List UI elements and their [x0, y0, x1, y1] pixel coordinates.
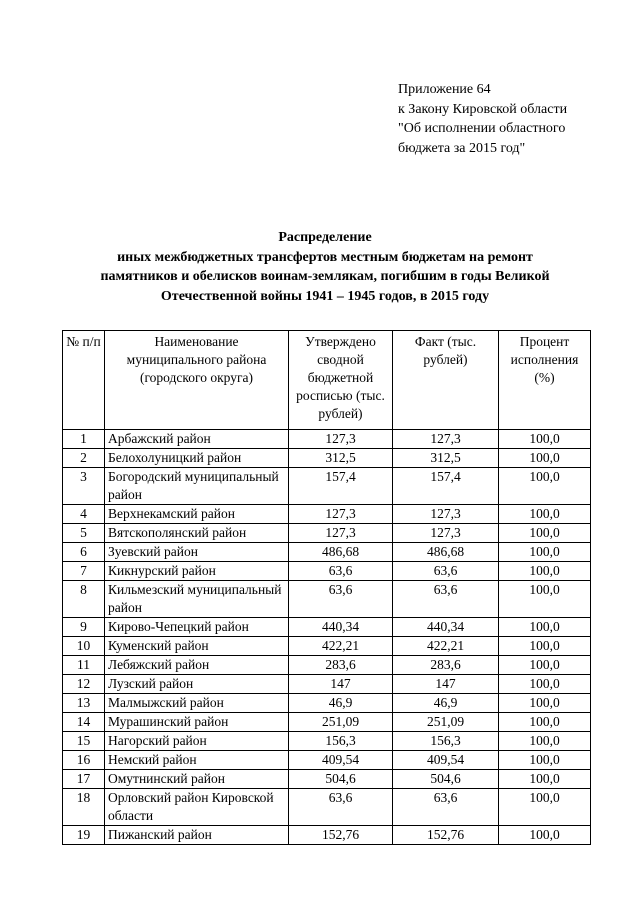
table-row: [63, 449, 591, 468]
table-row: [63, 789, 591, 826]
table-row: [63, 637, 591, 656]
appendix-line: бюджета за 2015 год": [398, 140, 526, 156]
cell-num: 14: [63, 713, 105, 732]
cell-num: 3: [63, 468, 105, 505]
cell-fact: 283,6: [393, 656, 499, 675]
cell-percent: 100,0: [499, 505, 591, 524]
cell-percent: 100,0: [499, 562, 591, 581]
cell-num: 10: [63, 637, 105, 656]
table-row: [63, 751, 591, 770]
cell-num: 4: [63, 505, 105, 524]
cell-approved: 422,21: [289, 637, 393, 656]
cell-percent: 100,0: [499, 789, 591, 826]
table-row: [63, 713, 591, 732]
cell-percent: 100,0: [499, 449, 591, 468]
cell-fact: 63,6: [393, 562, 499, 581]
cell-fact: 127,3: [393, 524, 499, 543]
cell-percent: 100,0: [499, 468, 591, 505]
table-row: [63, 694, 591, 713]
cell-percent: 100,0: [499, 524, 591, 543]
table-header-row: [63, 331, 591, 430]
header-name: Наименование муниципального района (городского округа): [105, 331, 289, 430]
table-row: [63, 656, 591, 675]
cell-approved: 486,68: [289, 543, 393, 562]
cell-fact: 504,6: [393, 770, 499, 789]
cell-name: Немский район: [105, 751, 289, 770]
table-row: [63, 581, 591, 618]
cell-num: 18: [63, 789, 105, 826]
cell-num: 7: [63, 562, 105, 581]
cell-fact: 127,3: [393, 505, 499, 524]
cell-percent: 100,0: [499, 826, 591, 845]
cell-num: 9: [63, 618, 105, 637]
cell-approved: 63,6: [289, 562, 393, 581]
cell-fact: 152,76: [393, 826, 499, 845]
cell-fact: 486,68: [393, 543, 499, 562]
cell-name: Кикнурский район: [105, 562, 289, 581]
cell-name: Орловский район Кировской области: [105, 789, 289, 826]
cell-percent: 100,0: [499, 656, 591, 675]
table-row: [63, 562, 591, 581]
table-row: [63, 524, 591, 543]
table-row: [63, 543, 591, 562]
cell-name: Арбажский район: [105, 430, 289, 449]
cell-approved: 127,3: [289, 505, 393, 524]
cell-approved: 409,54: [289, 751, 393, 770]
cell-percent: 100,0: [499, 637, 591, 656]
cell-fact: 147: [393, 675, 499, 694]
cell-percent: 100,0: [499, 618, 591, 637]
cell-name: Лузский район: [105, 675, 289, 694]
cell-num: 2: [63, 449, 105, 468]
cell-num: 5: [63, 524, 105, 543]
cell-percent: 100,0: [499, 713, 591, 732]
cell-name: Богородский муниципальный район: [105, 468, 289, 505]
header-approved: Утверждено сводной бюджетной росписью (тыс. рублей): [289, 331, 393, 430]
cell-percent: 100,0: [499, 581, 591, 618]
cell-fact: 312,5: [393, 449, 499, 468]
appendix-line: "Об исполнении областного: [398, 121, 566, 136]
header-num: № п/п: [63, 331, 105, 430]
cell-approved: 312,5: [289, 449, 393, 468]
cell-fact: 422,21: [393, 637, 499, 656]
appendix-line: к Закону Кировской области: [398, 101, 568, 117]
cell-name: Нагорский район: [105, 732, 289, 751]
cell-num: 12: [63, 675, 105, 694]
cell-name: Зуевский район: [105, 543, 289, 562]
table-row: [63, 430, 591, 449]
cell-approved: 156,3: [289, 732, 393, 751]
cell-percent: 100,0: [499, 694, 591, 713]
cell-name: Белохолуницкий район: [105, 449, 289, 468]
distribution-table: [62, 330, 591, 845]
appendix-note: [398, 80, 567, 158]
cell-num: 17: [63, 770, 105, 789]
cell-fact: 63,6: [393, 789, 499, 826]
header-percent: Процент исполнения (%): [499, 331, 591, 430]
cell-fact: 127,3: [393, 430, 499, 449]
cell-percent: 100,0: [499, 430, 591, 449]
cell-name: Мурашинский район: [105, 713, 289, 732]
cell-percent: 100,0: [499, 675, 591, 694]
cell-approved: 251,09: [289, 713, 393, 732]
cell-name: Лебяжский район: [105, 656, 289, 675]
cell-name: Кильмезский муниципальный район: [105, 581, 289, 618]
title-line: памятников и обелисков воинам-землякам, погибшим в годы Великой: [100, 269, 550, 284]
table-row: [63, 770, 591, 789]
cell-num: 13: [63, 694, 105, 713]
cell-approved: 440,34: [289, 618, 393, 637]
cell-fact: 251,09: [393, 713, 499, 732]
cell-num: 11: [63, 656, 105, 675]
title-line: Распределение: [278, 230, 372, 245]
cell-num: 19: [63, 826, 105, 845]
cell-fact: 156,3: [393, 732, 499, 751]
table-row: [63, 732, 591, 751]
cell-num: 8: [63, 581, 105, 618]
table-row: [63, 618, 591, 637]
cell-approved: 504,6: [289, 770, 393, 789]
cell-percent: 100,0: [499, 751, 591, 770]
cell-approved: 63,6: [289, 789, 393, 826]
cell-percent: 100,0: [499, 732, 591, 751]
cell-approved: 157,4: [289, 468, 393, 505]
table-row: [63, 675, 591, 694]
cell-fact: 409,54: [393, 751, 499, 770]
cell-name: Верхнекамский район: [105, 505, 289, 524]
title-line: Отечественной войны 1941 – 1945 годов, в 2015 году: [160, 288, 490, 304]
cell-name: Пижанский район: [105, 826, 289, 845]
cell-num: 16: [63, 751, 105, 770]
title-line: иных межбюджетных трансфертов местным бюджетам на ремонт: [117, 249, 533, 265]
cell-fact: 157,4: [393, 468, 499, 505]
cell-num: 15: [63, 732, 105, 751]
cell-fact: 440,34: [393, 618, 499, 637]
cell-approved: 63,6: [289, 581, 393, 618]
cell-approved: 46,9: [289, 694, 393, 713]
cell-name: Вятскополянский район: [105, 524, 289, 543]
document-title: [40, 228, 610, 306]
table-row: [63, 826, 591, 845]
cell-num: 6: [63, 543, 105, 562]
cell-approved: 152,76: [289, 826, 393, 845]
cell-fact: 46,9: [393, 694, 499, 713]
cell-approved: 147: [289, 675, 393, 694]
cell-percent: 100,0: [499, 543, 591, 562]
table-row: [63, 468, 591, 505]
cell-approved: 127,3: [289, 430, 393, 449]
appendix-line: Приложение 64: [398, 82, 491, 97]
cell-fact: 63,6: [393, 581, 499, 618]
cell-name: Малмыжский район: [105, 694, 289, 713]
header-fact: Факт (тыс. рублей): [393, 331, 499, 430]
cell-name: Омутнинский район: [105, 770, 289, 789]
table-row: [63, 505, 591, 524]
cell-approved: 283,6: [289, 656, 393, 675]
cell-num: 1: [63, 430, 105, 449]
cell-percent: 100,0: [499, 770, 591, 789]
cell-name: Куменский район: [105, 637, 289, 656]
cell-approved: 127,3: [289, 524, 393, 543]
cell-name: Кирово-Чепецкий район: [105, 618, 289, 637]
